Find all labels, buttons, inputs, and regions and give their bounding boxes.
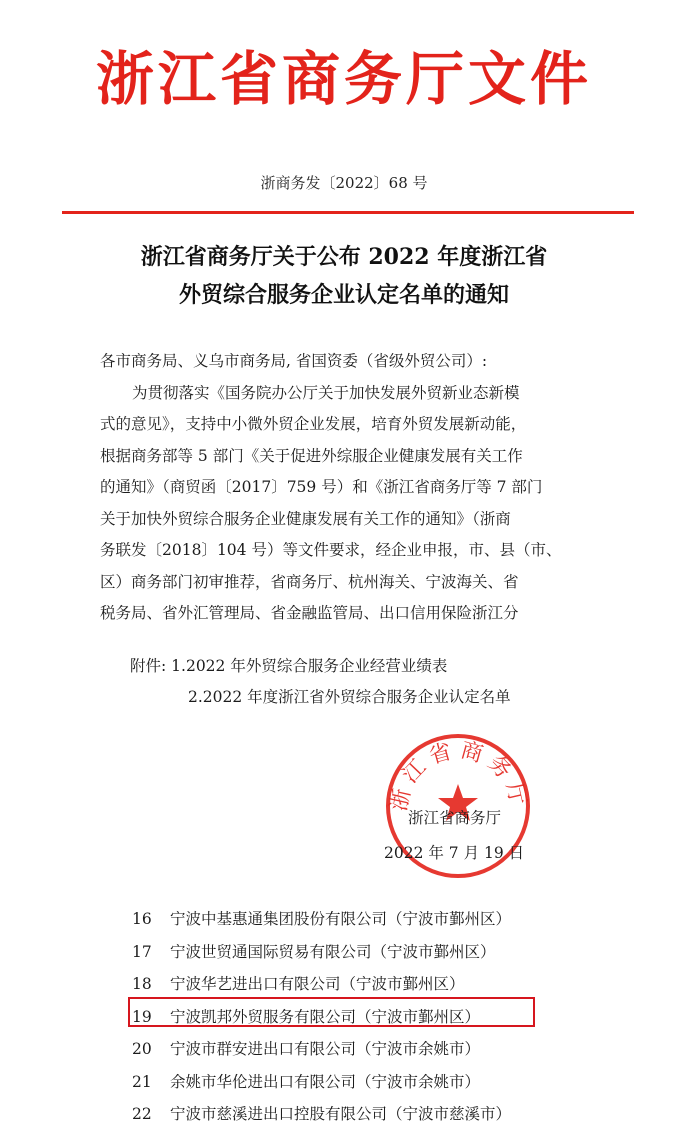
title-line-1: 浙江省商务厅关于公布 2022 年度浙江省 bbox=[140, 244, 548, 270]
item-number: 19 bbox=[132, 1007, 152, 1026]
list-item bbox=[132, 968, 652, 1001]
list-item bbox=[132, 1098, 652, 1131]
item-number: 20 bbox=[132, 1040, 152, 1058]
attachment-item: 2.2022 年度浙江省外贸综合服务企业认定名单 bbox=[188, 688, 511, 706]
company-name: 余姚市华伦进出口有限公司（宁波市余姚市） bbox=[170, 1072, 481, 1091]
body-line: 为贯彻落实《国务院办公厅关于加快发展外贸新业态新模 bbox=[132, 383, 520, 402]
signature-date: 2022 年 7 月 19 日 bbox=[384, 844, 525, 862]
attachments-block bbox=[130, 651, 610, 713]
company-name: 宁波华艺进出口有限公司（宁波市鄞州区） bbox=[170, 975, 465, 993]
list-item bbox=[132, 903, 652, 936]
notice-body bbox=[100, 346, 605, 630]
item-number: 17 bbox=[132, 942, 152, 961]
body-line: 务联发〔2018〕104 号）等文件要求，经企业申报，市、县（市、 bbox=[100, 541, 562, 559]
red-divider bbox=[62, 211, 634, 214]
item-number: 22 bbox=[132, 1105, 152, 1123]
attachment-item: 1.2022 年外贸综合服务企业经营业绩表 bbox=[171, 657, 448, 675]
recipients-line: 各市商务局、义乌市商务局, 省国资委（省级外贸公司）: bbox=[100, 352, 488, 370]
body-line: 式的意见》，支持中小微外贸企业发展，培育外贸发展新动能， bbox=[100, 415, 527, 433]
highlight-box bbox=[128, 997, 535, 1027]
company-name: 宁波凯邦外贸服务有限公司（宁波市鄞州区） bbox=[170, 1007, 481, 1026]
attachments-label: 附件: bbox=[130, 657, 167, 675]
company-name: 宁波中基惠通集团股份有限公司（宁波市鄞州区） bbox=[170, 910, 512, 928]
list-item bbox=[132, 936, 652, 969]
document-number: 浙商务发〔2022〕68 号 bbox=[260, 174, 428, 192]
body-line: 的通知》（商贸函〔2017〕759 号）和《浙江省商务厅等 7 部门 bbox=[100, 478, 543, 496]
body-line: 税务局、省外汇管理局、省金融监管局、出口信用保险浙江分 bbox=[100, 604, 519, 622]
notice-title bbox=[0, 238, 688, 314]
body-line: 关于加快外贸综合服务企业健康发展有关工作的通知》（浙商 bbox=[100, 509, 511, 528]
item-number: 16 bbox=[132, 910, 152, 928]
list-item bbox=[132, 1033, 652, 1066]
company-name: 宁波市群安进出口有限公司（宁波市余姚市） bbox=[170, 1040, 481, 1058]
body-line: 区）商务部门初审推荐，省商务厅、杭州海关、宁波海关、省 bbox=[100, 572, 519, 591]
company-name: 宁波市慈溪进出口控股有限公司（宁波市慈溪市） bbox=[170, 1105, 512, 1123]
company-name: 宁波世贸通国际贸易有限公司（宁波市鄞州区） bbox=[170, 942, 496, 961]
item-number: 18 bbox=[132, 975, 152, 993]
signature-issuer: 浙江省商务厅 bbox=[408, 809, 502, 827]
title-line-2: 外贸综合服务企业认定名单的通知 bbox=[178, 282, 509, 308]
seal-text: 浙江省商务厅 bbox=[386, 737, 532, 814]
attachment-line-1 bbox=[130, 651, 610, 682]
body-line: 根据商务部等 5 部门《关于促进外综服企业健康发展有关工作 bbox=[100, 446, 523, 465]
masthead-title: 浙江省商务厅文件 bbox=[95, 45, 592, 113]
item-number: 21 bbox=[132, 1072, 152, 1091]
list-item bbox=[132, 1066, 652, 1099]
